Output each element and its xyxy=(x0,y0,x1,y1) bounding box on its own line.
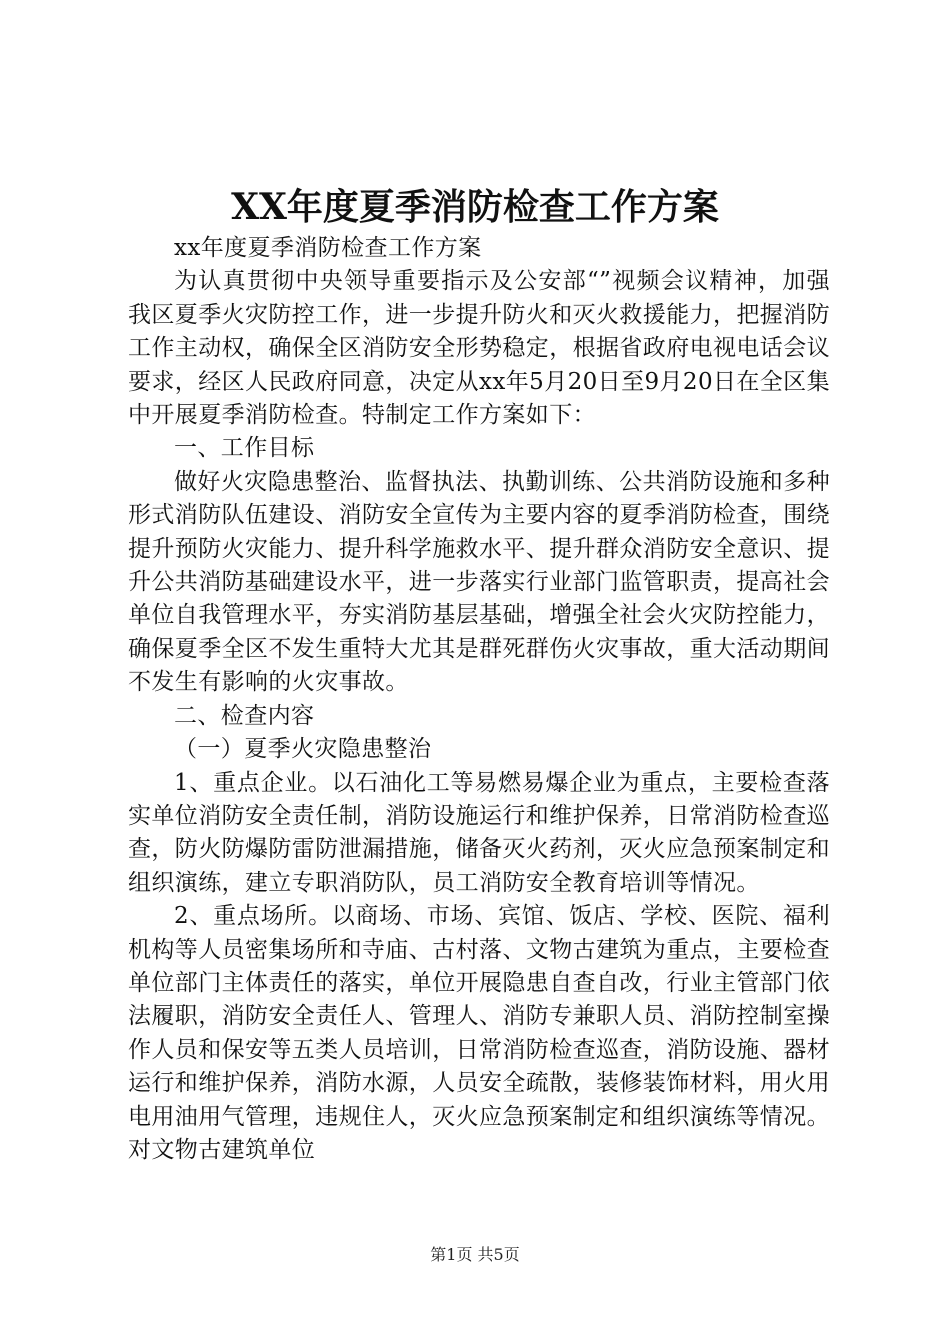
section-heading-content: 二、检查内容 xyxy=(174,702,315,729)
key-venues-paragraph: 2、重点场所。以商场、市场、宾馆、饭店、学校、医院、福利机构等人员密集场所和寺庙、古村落、文物古建筑为重点，主要检查单位部门主体责任的落实，单位开展隐患自查自改，行业主管部门依法履职，消防安全责任人、管理人、消防专兼职人员、消防控制室操作人员和保安等五类人员培训，日常消防检查巡查，消防设施、器材运行和维护保养，消防水源，人员安全疏散，装修装饰材料，用火用电用油用气管理，违规住人，灭火应急预案制定和组织演练等情况。对文物古建筑单位 xyxy=(128,903,830,1163)
goals-paragraph: 做好火灾隐患整治、监督执法、执勤训练、公共消防设施和多种形式消防队伍建设、消防安全宣传为主要内容的夏季消防检查，围绕提升预防火灾能力、提升科学施救水平、提升群众消防安全意识、提升公共消防基础建设水平，进一步落实行业部门监管职责，提高社会单位自我管理水平，夯实消防基层基础，增强全社会火灾防控能力，确保夏季全区不发生重特大尤其是群死群伤火灾事故，重大活动期间不发生有影响的火灾事故。 xyxy=(128,468,830,696)
section-heading-goals: 一、工作目标 xyxy=(174,435,315,462)
subtitle-line: xx年度夏季消防检查工作方案 xyxy=(174,235,482,261)
intro-paragraph: 为认真贯彻中央领导重要指示及公安部“”视频会议精神，加强我区夏季火灾防控工作，进一步提升防火和灭火救援能力，把握消防工作主动权，确保全区消防安全形势稳定，根据省政府电视电话会议要求，经区人民政府同意，决定从xx年5月20日至9月20日在全区集中开展夏季消防检查。特制定工作方案如下： xyxy=(128,268,830,429)
document-body xyxy=(128,232,830,1167)
subsection-heading-hazards: （一）夏季火灾隐患整治 xyxy=(174,736,432,763)
document-title: XX年度夏季消防检查工作方案 xyxy=(231,186,719,228)
key-enterprises-paragraph: 1、重点企业。以石油化工等易燃易爆企业为重点，主要检查落实单位消防安全责任制，消防设施运行和维护保养，日常消防检查巡查，防火防爆防雷防泄漏措施，储备灭火药剂，灭火应急预案制定和组织演练，建立专职消防队，员工消防安全教育培训等情况。 xyxy=(128,769,830,896)
page-footer: 第1页 共5页 xyxy=(430,1245,520,1264)
